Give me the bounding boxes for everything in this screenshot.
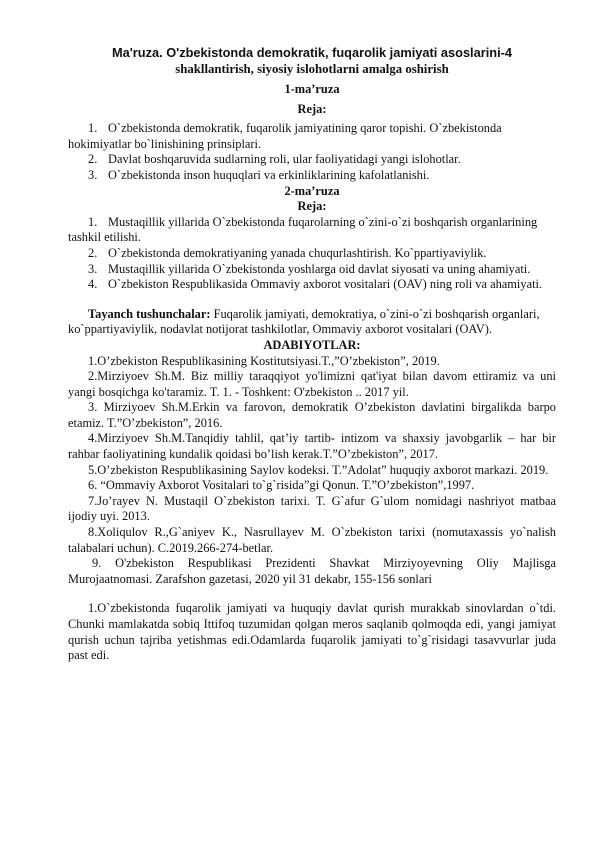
plan-item-text: Davlat boshqaruvida sudlarning roli, ular faoliyatidagi yangi islohotlar. (108, 152, 461, 167)
key-terms-text: Fuqarolik jamiyati, demokratiya, o`zini-o`zi boshqarish organlari, ko`ppartiyaviylik, nodavlat notijorat tashkilotlar, Ommaviy axborot vositalari (OAV). (68, 306, 540, 337)
plan-item-text: O`zbekistonda demokratiyaning yanada chuqurlashtirish. Ko`ppartiyaviylik. (108, 245, 487, 260)
literature-item: 4.Mirziyoev Sh.M.Tanqidiy tahlil, qat’iy tartib- intizom va shaxsiy javobgarlik – har bir rahbar faoliyatining kundalik qoidasi bo’lish kerak.T.”O’zbekiston”, 2017. (68, 431, 556, 462)
lecture-2-heading: 2-ma’ruza (284, 183, 340, 198)
plan-item-text: O`zbekistonda inson huquqlari va erkinliklarining kafolatlanishi. (108, 167, 430, 182)
lecture-1-heading: 1-ma’ruza (284, 82, 340, 96)
literature-item: 6. “Ommaviy Axborot Vositalari to`g`risida”gi Qonun. T.”O’zbekiston”,1997. (88, 478, 475, 493)
literature-item: 8.Xoliqulov R.,G`aniyev K., Nasrullayev M. O`zbekiston tarixi (nomutaxassis yo`nalish talabalari uchun). C.2019.266-274-betlar. (68, 525, 556, 555)
literature-item: 2.Mirziyoev Sh.M. Biz milliy taraqqiyot yo'limizni qat'iyat bilan davom ettiramiz va uni yangi bosqichga ko'taramiz. T. 1. - Toshkent: O'zbekiston .. 2017 yil. (68, 369, 556, 399)
plan-item-number: 4. (88, 277, 98, 292)
lecture-2-plan-heading: Reja: (297, 199, 327, 214)
plan-item (68, 168, 556, 184)
plan-item-text: Mustaqillik yillarida O`zbekistonda fuqarolarning o`zini-o`zi boshqarish organlarining tashkil etilishi. (68, 214, 538, 245)
plan-item-number: 3. (88, 167, 98, 182)
plan-item-number: 2. (88, 152, 98, 167)
literature-item: 1.O’zbekiston Respublikasining Kostitutsiyasi.T.,”O’zbekiston”, 2019. (88, 353, 440, 368)
lecture-1-plan-list (68, 121, 556, 183)
plan-item-number: 1. (88, 121, 98, 136)
plan-item (68, 277, 556, 293)
plan-item-number: 3. (88, 261, 98, 276)
plan-item-number: 1. (88, 214, 98, 229)
plan-item-text: Mustaqillik yillarida O`zbekistonda yoshlarga oid davlat siyosati va uning ahamiyati. (108, 261, 531, 276)
plan-item (68, 246, 556, 262)
literature-item: 7.Jo’rayev N. Mustaqil O`zbekiston tarixi. T. G`afur G`ulom nomidagi nashriyot matbaa ijodiy uyi. 2013. (68, 493, 556, 524)
key-terms-paragraph (68, 307, 556, 338)
literature-item: 3. Mirziyoev Sh.M.Erkin va farovon, demokratik O’zbekiston davlatini birgalikda barpo etamiz. T.”O’zbekiston”, 2016. (68, 400, 556, 430)
title-line-2: shakllantirish, siyosiy islohotlarni amalga oshirish (175, 62, 449, 76)
plan-item (68, 262, 556, 278)
plan-item (68, 121, 556, 152)
plan-item-text: O`zbekiston Respublikasida Ommaviy axborot vositalari (OAV) ning roli va ahamiyati. (108, 277, 543, 292)
body-paragraph: 1.O`zbekistonda fuqarolik jamiyati va huquqiy davlat qurish murakkab sinovlardan o`tdi. Chunki mamlakatda sobiq Ittifoq tuzumidan qolgan meros saqlanib qolmoqda edi, yangi jamiyat qurish uchun tajriba yetishmas edi.Odamlarda fuqarolik jamiyati to`g`risidagi tasavvurlar juda past edi. (68, 601, 556, 663)
title-line-1: Ma'ruza. O'zbekistonda demokratik, fuqarolik jamiyati asoslarini-4 (111, 45, 513, 60)
key-terms-label: Tayanch tushunchalar: (88, 306, 211, 321)
document-page (68, 44, 556, 664)
lecture-2-plan-list (68, 215, 556, 293)
document-title (68, 44, 556, 78)
plan-item-text: O`zbekistonda demokratik, fuqarolik jamiyatining qaror topishi. O`zbekistonda hokimiyatlar bo`linishining prinsiplari. (68, 121, 502, 151)
literature-item: 9. O'zbekiston Respublikasi Prezidenti Shavkat Mirziyoyevning Oliy Majlisga Murojaatnomasi. Zarafshon gazetasi, 2020 yil 31 dekabr, 155-156 sonlari (68, 556, 556, 586)
plan-item-number: 2. (88, 245, 98, 260)
literature-list (68, 354, 556, 588)
plan-item (68, 152, 556, 168)
literature-item: 5.O’zbekiston Respublikasining Saylov kodeksi. T.”Adolat” huquqiy axborot markazi. 2019. (88, 462, 549, 477)
plan-item (68, 215, 556, 246)
lecture-1-plan-heading: Reja: (297, 101, 327, 116)
literature-heading: ADABIYOTLAR: (263, 337, 361, 352)
